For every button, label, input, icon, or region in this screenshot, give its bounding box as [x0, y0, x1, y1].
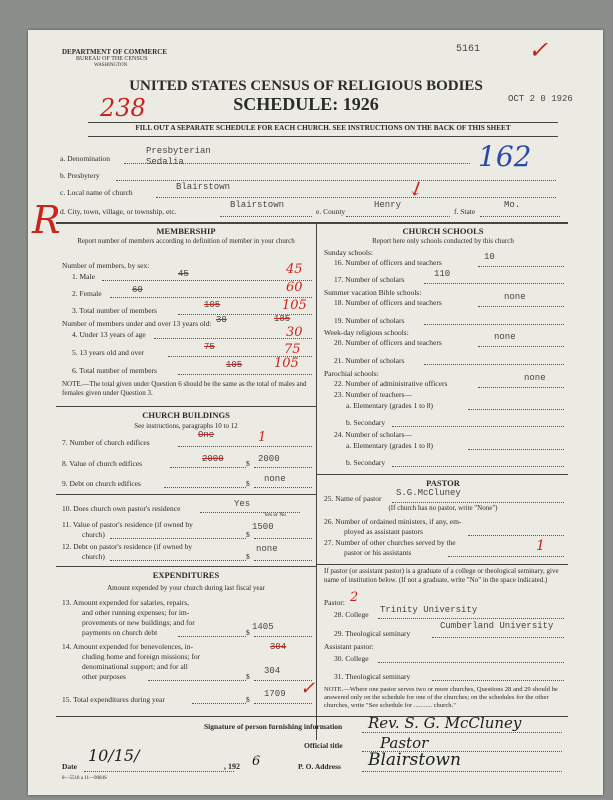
male-hand: 45: [286, 262, 303, 277]
q9-value: none: [264, 474, 286, 484]
over-13-typed: 75: [204, 342, 215, 352]
total-members-typed: 105: [204, 300, 221, 310]
q30-label: 30. College: [334, 654, 369, 663]
q12-label-b: church): [82, 552, 105, 561]
presbytery-label: b. Presbytery: [60, 171, 100, 180]
q15-value: 1709: [264, 689, 286, 699]
q13-line-a: 13. Amount expended for salaries, repairs,: [62, 598, 190, 607]
pastor-note: NOTE.—Where one pastor serves two or more churches, Questions 28 and 29 should be answered only on the schedule for one of the churches; on the schedules for the other churches, write "See schedule for ........... church.": [324, 686, 558, 709]
q19-label: 19. Number of scholars: [334, 316, 405, 325]
local-name-label: c. Local name of church: [60, 188, 133, 197]
q14-struck: 304: [270, 642, 287, 652]
print-code: 8—5518 a 11—9084S: [62, 776, 107, 781]
female-label: 2. Female: [72, 289, 102, 298]
male-typed: 45: [178, 269, 189, 279]
presbytery-value: Sedalia: [146, 157, 184, 167]
form-number: 5161: [456, 44, 481, 55]
q14-line-c: denominational support; and for all: [82, 662, 188, 671]
under-13-hand: 30: [286, 325, 303, 340]
q18-label: 18. Number of officers and teachers: [334, 298, 442, 307]
bureau-name: BUREAU OF THE CENSUS: [76, 56, 148, 62]
q9-label: 9. Debt on church edifices: [62, 479, 141, 488]
q27-label-b: pastor or his assistants: [344, 548, 412, 557]
q15-dollar: $: [246, 695, 250, 704]
arrow-mark: ↙: [403, 173, 430, 203]
instruction-line: FILL OUT A SEPARATE SCHEDULE FOR EACH CHURCH. SEE INSTRUCTIONS ON THE BACK OF THIS SHEET: [135, 124, 511, 132]
q7-hand: 1: [258, 430, 267, 445]
q15-check: ✓: [300, 678, 316, 699]
signature-value: Rev. S. G. McCluney: [368, 714, 522, 732]
q23-label: 23. Number of teachers—: [334, 390, 412, 399]
county-label: e. County: [316, 207, 346, 216]
schedule-title: SCHEDULE: 1926: [233, 94, 379, 114]
q21-label: 21. Number of scholars: [334, 356, 405, 365]
code-number: 162: [478, 140, 532, 173]
q11-value: 1500: [252, 522, 274, 532]
summer-label: Summer vacation Bible schools:: [324, 288, 422, 297]
q22-value: none: [524, 373, 546, 383]
q23b-label: b. Secondary: [346, 418, 386, 427]
official-title-label: Official title: [304, 741, 343, 750]
q13-line-b: and other running expenses; for im-: [82, 608, 190, 617]
q28-value: Trinity University: [380, 605, 478, 615]
over-13-hand: 75: [284, 342, 301, 357]
q11-label-b: church): [82, 530, 105, 539]
po-address-value: Blairstown: [368, 750, 461, 770]
schools-sub: Report here only schools conducted by this church: [372, 237, 514, 245]
q20-value: none: [494, 332, 516, 342]
q24a-label: a. Elementary (grades 1 to 8): [346, 441, 434, 450]
state-value: Mo.: [504, 200, 521, 210]
q29-label: 29. Theological seminary: [334, 629, 411, 638]
q14-dollar: $: [246, 672, 250, 681]
q14-line-a: 14. Amount expended for benevolences, in-: [62, 642, 194, 651]
sunday-label: Sunday schools:: [324, 248, 373, 257]
q13-value: 1405: [252, 622, 274, 632]
bureau-city: WASHINGTON: [94, 63, 128, 68]
q27-label-a: 27. Number of other churches served by the: [324, 538, 456, 547]
state-label: f. State: [454, 207, 476, 216]
r-mark: R: [32, 198, 61, 242]
q14-line-b: cluding home and foreign missions; for: [82, 652, 201, 661]
local-name-value: Blairstown: [176, 182, 231, 192]
q17-label: 17. Number of scholars: [334, 275, 405, 284]
dept-name: DEPARTMENT OF COMMERCE: [62, 48, 168, 56]
q8-value: 2000: [258, 454, 280, 464]
q12-value: none: [256, 544, 278, 554]
check-mark: ✓: [528, 36, 549, 64]
q18-value: none: [504, 292, 526, 302]
q25-value: S.G.McCluney: [396, 488, 461, 498]
female-hand: 60: [286, 280, 303, 295]
q13-dollar: $: [246, 628, 250, 637]
male-label: 1. Male: [72, 272, 95, 281]
pastor-hand-mark: 2: [350, 590, 359, 605]
expenditures-sub: Amount expended by your church during last fiscal year: [107, 584, 265, 592]
parochial-label: Parochial schools:: [324, 369, 379, 378]
county-value: Henry: [374, 200, 402, 210]
signature-label: Signature of person furnishing information: [204, 722, 343, 731]
q26-label-a: 26. Number of ordained ministers, if any, em-: [324, 517, 462, 526]
q8-label: 8. Value of church edifices: [62, 459, 143, 468]
q24b-label: b. Secondary: [346, 458, 386, 467]
pastor-sub-label: Pastor:: [324, 598, 345, 607]
q8-dollar: $: [246, 459, 250, 468]
q20-label: 20. Number of officers and teachers: [334, 338, 442, 347]
buildings-sub: See instructions, paragraphs 10 to 12: [134, 422, 238, 430]
female-typed: 60: [132, 285, 143, 295]
q10-label: 10. Does church own pastor's residence: [62, 504, 181, 513]
weekday-label: Week-day religious schools:: [324, 328, 409, 337]
q10-value: Yes: [234, 499, 251, 509]
over-13-label: 5. 13 years old and over: [72, 348, 145, 357]
q13-line-c: provements or new buildings; and for: [82, 618, 195, 627]
membership-heading: MEMBERSHIP: [156, 226, 216, 236]
year-prefix: , 192: [224, 762, 240, 771]
q12-dollar: $: [246, 552, 250, 561]
q8-typed: 2000: [202, 454, 224, 464]
q26-label-b: ployed as assistant pastors: [344, 527, 423, 536]
buildings-heading: CHURCH BUILDINGS: [142, 410, 230, 420]
membership-note: NOTE.—The total given under Question 6 should be the same as the total of males and females given under Question 3.: [62, 380, 307, 397]
q17-value: 110: [434, 269, 451, 279]
pastor-heading: PASTOR: [426, 478, 460, 488]
q11-label-a: 11. Value of pastor's residence (if owned by: [62, 520, 193, 529]
total-members-label: 3. Total number of members: [72, 306, 157, 315]
form-title: UNITED STATES CENSUS OF RELIGIOUS BODIES: [129, 78, 483, 94]
q23a-label: a. Elementary (grades 1 to 8): [346, 401, 434, 410]
total-members-2-typed: 105: [226, 360, 243, 370]
q25-note: (If church has no pastor, write "None"): [388, 504, 498, 512]
po-address-label: P. O. Address: [298, 762, 341, 771]
q28-label: 28. College: [334, 610, 369, 619]
date-label: Date: [62, 762, 77, 771]
q12-label-a: 12. Debt on pastor's residence (if owned by: [62, 542, 193, 551]
under-13-typed: 30: [216, 315, 227, 325]
q16-label: 16. Number of officers and teachers: [334, 258, 442, 267]
q29-value: Cumberland University: [440, 621, 554, 631]
q15-label: 15. Total expenditures during year: [62, 695, 165, 704]
total-members-2-hand: 105: [274, 356, 299, 371]
denomination-label: a. Denomination: [60, 154, 110, 163]
membership-sub: Report number of members according to definition of member in your church: [77, 237, 295, 245]
q24-label: 24. Number of scholars—: [334, 430, 412, 439]
expenditures-heading: EXPENDITURES: [152, 570, 220, 580]
q13-line-d: payments on church debt: [82, 628, 158, 637]
year-digit: 6: [252, 754, 261, 769]
q25-label: 25. Name of pastor: [324, 494, 382, 503]
total-members-hand: 105: [282, 298, 307, 313]
q14-value: 304: [264, 666, 281, 676]
under-13-struck: 185: [274, 314, 291, 324]
q7-typed: One: [198, 430, 215, 440]
graduate-note: If pastor (or assistant pastor) is a graduate of a college or theological seminary, give name of institution below. (If not a graduate, write "No" in the space indicated.): [324, 567, 559, 584]
city-value: Blairstown: [230, 200, 285, 210]
schools-heading: CHURCH SCHOOLS: [402, 226, 484, 236]
city-label: d. City, town, village, or township, etc.: [60, 207, 177, 216]
q14-line-d: other purposes: [82, 672, 126, 681]
denomination-value: Presbyterian: [146, 146, 211, 156]
handwritten-number: 238: [100, 94, 146, 122]
q22-label: 22. Number of administrative officers: [334, 379, 448, 388]
assistant-label: Assistant pastor:: [324, 642, 374, 651]
q11-dollar: $: [246, 530, 250, 539]
q27-value: 1: [536, 538, 545, 554]
census-schedule-page: [28, 30, 603, 795]
date-value: 10/15/: [88, 746, 140, 765]
age-groups-label: Number of members under and over 13 years old:: [62, 319, 212, 328]
by-sex-label: Number of members, by sex:: [62, 261, 150, 270]
under-13-label: 4. Under 13 years of age: [72, 330, 146, 339]
q7-label: 7. Number of church edifices: [62, 438, 150, 447]
q9-dollar: $: [246, 479, 250, 488]
official-title-value: Pastor: [380, 734, 429, 752]
received-stamp: OCT 2 0 1926: [508, 94, 573, 104]
yes-no-hint: Yes or No: [264, 512, 287, 518]
total-members-2-label: 6. Total number of members: [72, 366, 157, 375]
q31-label: 31. Theological seminary: [334, 672, 411, 681]
q16-value: 10: [484, 252, 495, 262]
